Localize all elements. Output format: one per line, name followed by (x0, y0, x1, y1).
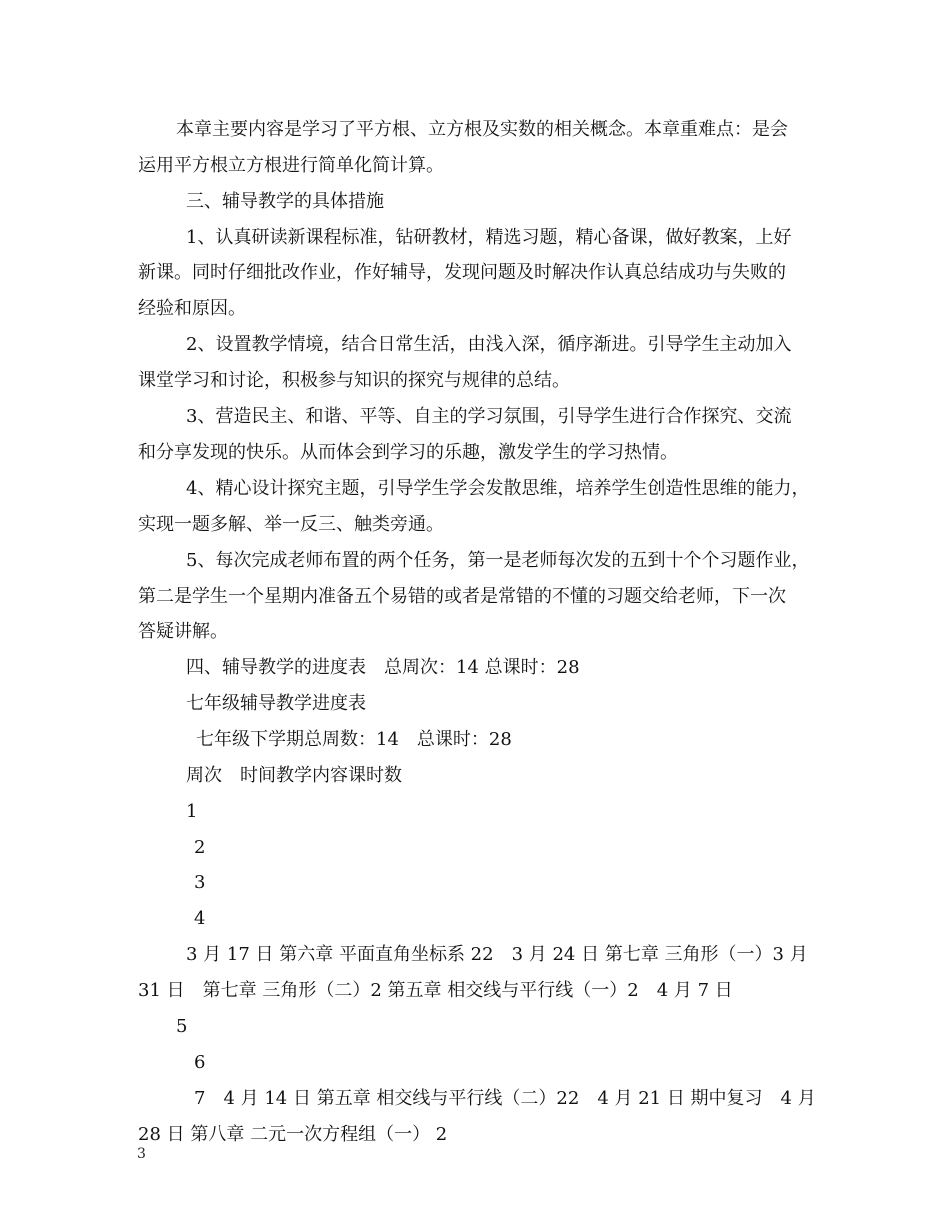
table-subtitle: 七年级下学期总周数：14 总课时：28 (196, 729, 512, 750)
paragraph-line: 3、营造民主、和谐、平等、自主的学习氛围，引导学生进行合作探究、交流 (186, 406, 792, 427)
paragraph-line: 实现一题多解、举一反三、触类旁通。 (138, 514, 444, 535)
week-number: 6 (194, 1052, 206, 1073)
paragraph-line: 经验和原因。 (138, 298, 246, 319)
paragraph-line: 课堂学习和讨论，积极参与知识的探究与规律的总结。 (138, 370, 570, 391)
paragraph-line: 5、每次完成老师布置的两个任务，第一是老师每次发的五到十个个习题作业， (186, 550, 810, 571)
schedule-line: 28 日 第八章 二元一次方程组（一） 2 (138, 1124, 448, 1145)
paragraph-line: 本章主要内容是学习了平方根、立方根及实数的相关概念。本章重难点：是会 (176, 119, 788, 140)
week-number: 3 (194, 872, 206, 893)
paragraph-line: 4、精心设计探究主题，引导学生学会发散思维，培养学生创造性思维的能力， (186, 478, 810, 499)
paragraph-line: 第二是学生一个星期内准备五个易错的或者是常错的不懂的习题交给老师，下一次 (138, 586, 786, 607)
week-number: 5 (176, 1016, 188, 1037)
paragraph-line: 运用平方根立方根进行简单化简计算。 (138, 155, 444, 176)
week-number: 2 (194, 837, 206, 858)
week-number: 4 (194, 908, 206, 929)
section-heading: 三、辅导教学的具体措施 (186, 191, 384, 212)
paragraph-line: 答疑讲解。 (138, 621, 228, 642)
schedule-line: 3 月 17 日 第六章 平面直角坐标系 22 3 月 24 日 第七章 三角形（一）3 月 (186, 944, 808, 965)
paragraph-line: 新课。同时仔细批改作业，作好辅导，发现问题及时解决作认真总结成功与失败的 (138, 262, 786, 283)
table-header: 周次 时间教学内容课时数 (186, 765, 402, 786)
table-title: 七年级辅导教学进度表 (186, 693, 366, 714)
paragraph-line: 2、设置教学情境，结合日常生活，由浅入深，循序渐进。引导学生主动加入 (186, 334, 792, 355)
schedule-line: 7 4 月 14 日 第五章 相交线与平行线（二）22 4 月 21 日 期中复习 4 月 (194, 1088, 816, 1109)
section-heading: 四、辅导教学的进度表 总周次：14 总课时：28 (186, 657, 580, 678)
page-number: 3 (137, 1146, 146, 1162)
paragraph-line: 1、认真研读新课程标准，钻研教材，精选习题，精心备课，做好教案，上好 (186, 227, 792, 248)
schedule-line: 31 日 第七章 三角形（二）2 第五章 相交线与平行线（一）2 4 月 7 日 (138, 980, 733, 1001)
week-number: 1 (186, 801, 198, 822)
paragraph-line: 和分享发现的快乐。从而体会到学习的乐趣，激发学生的学习热情。 (138, 442, 678, 463)
